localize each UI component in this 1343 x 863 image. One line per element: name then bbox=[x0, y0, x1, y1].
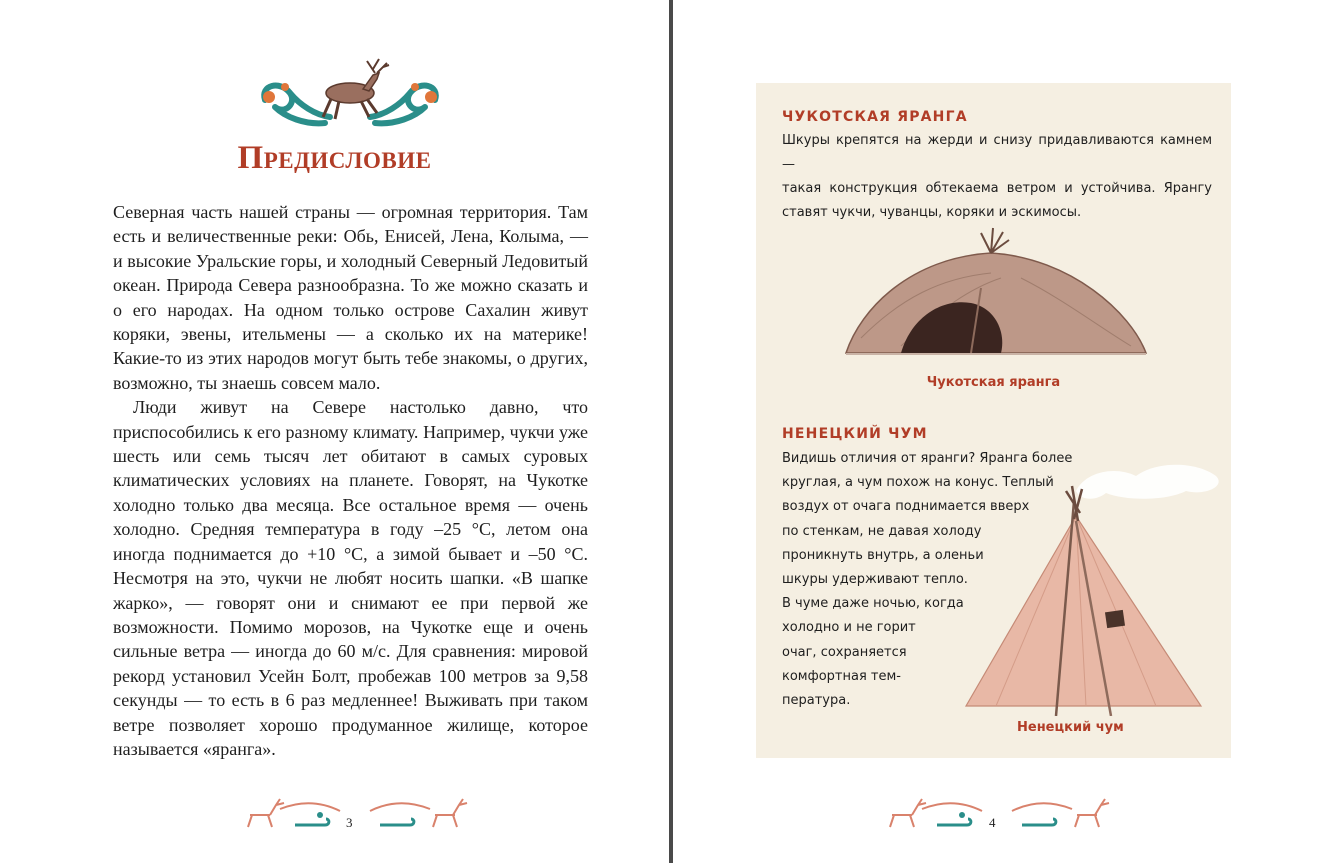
paragraph-1: Северная часть нашей страны — огромная территория. Там есть и величественные реки: Обь, Енисей, Лена, Колыма, — и высокие Уральские горы, и холодный Северный Ледовитый океан. Природа Севера разнообразна. То же можно сказать и о его народах. На одном только острове Сахалин живут коряки, эвены, ительмены — а сколько их на материке! Какие-то из этих народов могут быть тебе знакомы, о других, возможно, ты знаешь совсем мало. bbox=[113, 202, 588, 393]
sled-icon bbox=[937, 819, 971, 825]
chum-line: комфортная тем- bbox=[782, 668, 901, 684]
reindeer-sled-icon-right bbox=[1012, 799, 1109, 827]
yaranga-illustration bbox=[841, 218, 1151, 363]
page-number-right: 4 bbox=[989, 815, 996, 830]
info-panel bbox=[756, 83, 1231, 758]
yaranga-heading: ЧУКОТСКАЯ ЯРАНГА bbox=[782, 109, 968, 125]
chum-caption: Ненецкий чум bbox=[1017, 720, 1124, 735]
chum-line: пература. bbox=[782, 693, 851, 709]
chum-line: холодно и не горит bbox=[782, 620, 916, 636]
chum-line: очаг, сохраняется bbox=[782, 644, 907, 660]
right-swirl-icon bbox=[370, 86, 436, 124]
chum-illustration bbox=[936, 441, 1226, 716]
reindeer-sled-icon-right bbox=[370, 799, 467, 827]
smoke-icon bbox=[1076, 465, 1219, 499]
chum-line: воздух от очага поднимается вверх bbox=[782, 499, 1030, 515]
footer-ornament-left bbox=[240, 795, 470, 835]
chum-heading: НЕНЕЦКИЙ ЧУМ bbox=[782, 426, 928, 442]
reindeer-icon bbox=[323, 59, 389, 119]
chum-line: проникнуть внутрь, а оленьи bbox=[782, 547, 984, 563]
page-title: Предисловие bbox=[237, 140, 432, 176]
sled-icon bbox=[295, 819, 329, 825]
preface-text bbox=[113, 200, 588, 761]
yaranga-line: Шкуры крепятся на жерди и снизу придавливаются камнем — bbox=[782, 133, 1212, 172]
footer-ornament-right bbox=[882, 795, 1112, 835]
yaranga-caption: Чукотская яранга bbox=[926, 375, 1061, 390]
reindeer-ornament bbox=[255, 55, 445, 135]
chum-line: круглая, а чум похож на конус. Теплый bbox=[782, 475, 1054, 491]
left-swirl-icon bbox=[264, 86, 330, 124]
reindeer-sled-icon bbox=[890, 799, 982, 827]
sled-icon-right bbox=[380, 819, 414, 825]
chum-line: Видишь отличия от яранги? Яранга более bbox=[782, 451, 1073, 466]
left-page bbox=[0, 0, 669, 863]
chum-line: по стенкам, не давая холоду bbox=[782, 523, 982, 539]
reindeer-sled-icon bbox=[248, 799, 340, 827]
yaranga-text bbox=[782, 129, 1212, 225]
yaranga-line: ставят чукчи, чуванцы, коряки и эскимосы. bbox=[782, 205, 1082, 220]
chum-line: шкуры удерживают тепло. bbox=[782, 572, 968, 588]
paragraph-2: Люди живут на Севере настолько давно, что приспособились к его разному климату. Например, чукчи уже шесть или семь тысяч лет обитают в самых суровых климатических условиях на планете. Говорят, на Чукотке холодно только два месяца. Все остальное время — очень холодно. Средняя температура в году –25 °С, летом она иногда поднимается до +10 °С, а зимой бывает и –50 °С. Несмотря на это, чукчи не любят носить шапки. «В шапке жарко», — говорят они и снимают ее при первой же возможности. Помимо морозов, на Чукотке еще и очень сильные ветра — иногда до 60 м/с. Для сравнения: мировой рекорд установил Усейн Болт, пробежав 100 метров за 9,58 секунды — то есть в 6 раз медленнее! Выживать при таком ветре позволяет хорошо продуманное жилище, которое называется «яранга». bbox=[113, 397, 588, 759]
chum-line: В чуме даже ночью, когда bbox=[782, 596, 964, 612]
yaranga-line: такая конструкция обтекаема ветром и устойчива. Ярангу bbox=[782, 181, 1212, 196]
page-number: 3 bbox=[346, 815, 353, 830]
sled-icon-right bbox=[1022, 819, 1056, 825]
